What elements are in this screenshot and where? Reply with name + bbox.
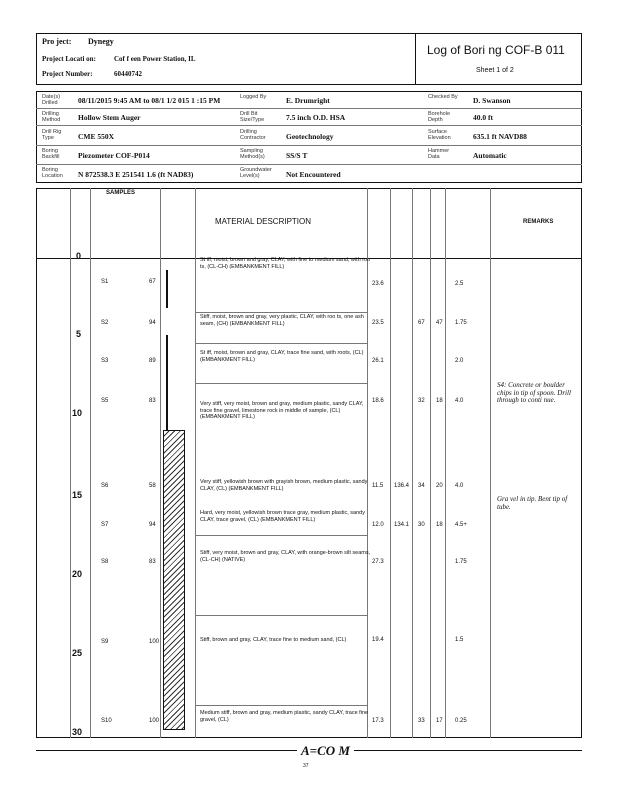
- elevation-label: Surface Elevation: [428, 129, 451, 141]
- method-label: Drilling Method: [42, 111, 61, 123]
- plastic-limit: 20: [436, 483, 443, 489]
- depth-20: 20: [72, 569, 83, 579]
- sample-id: S9: [101, 639, 109, 645]
- sample-recovery: 94: [149, 320, 156, 326]
- depth-30: 30: [72, 727, 83, 737]
- strength-value: 4.0: [455, 483, 464, 489]
- sample-recovery: 58: [149, 483, 156, 489]
- sample-bar: [166, 335, 168, 430]
- liquid-limit: 34: [418, 483, 425, 489]
- depth-5: 5: [76, 329, 82, 339]
- project-number-label: Project Number:: [42, 70, 93, 78]
- rig-label: Drill Rig Type: [42, 129, 62, 141]
- liquid-limit: 33: [418, 718, 425, 724]
- material-description: St iff, moist, brown and gray, CLAY, trace fine sand, with roots, (CL) (EMBANKMENT FILL): [200, 350, 364, 363]
- hammer-label: Hammer Data: [428, 148, 450, 160]
- material-description: Stiff, moist, brown and gray, very plastic, CLAY, with roo ts, one ash seam, (CH) (EMBANKMENT FILL): [200, 314, 364, 327]
- water-content: 12.0: [372, 522, 384, 528]
- method-value: Hollow Stem Auger: [78, 113, 141, 122]
- company-logo: A=CO M: [297, 743, 354, 759]
- contractor-value: Geotechnology: [286, 132, 334, 141]
- strength-value: 1.75: [455, 559, 467, 565]
- depth-15: 15: [72, 490, 83, 500]
- sample-id: S2: [101, 320, 109, 326]
- boring-location-label: Boring Location: [42, 167, 63, 179]
- checked-label: Checked By: [428, 94, 458, 100]
- contractor-label: Drilling Contractor: [240, 129, 266, 141]
- material-description: Hard, very moist, yellowish brown trace gray, medium plastic, sandy CLAY, trace gravel, (CL) (EMBANKMENT FILL): [200, 510, 365, 523]
- page-number: 37: [303, 763, 309, 769]
- backfill-value: Piezometer COF-P014: [78, 151, 150, 160]
- location-label: Project Locati on:: [42, 55, 96, 63]
- water-content: 23.6: [372, 281, 384, 287]
- material-description: Stiff, brown and gray, CLAY, trace fine to medium sand, (CL): [200, 637, 347, 643]
- hammer-value: Automatic: [473, 151, 507, 160]
- depth-25: 25: [72, 648, 83, 658]
- boring-location-value: N 872538.3 E 251541 1.6 (ft NAD83): [78, 170, 194, 179]
- groundwater-value: Not Encountered: [286, 170, 341, 179]
- remark-s7: Gra vel in tip. Bent tip of tube.: [497, 495, 568, 511]
- sample-bar: [166, 270, 168, 308]
- sample-recovery: 67: [149, 279, 156, 285]
- material-description: Very stiff, yellowish brown with grayish brown, medium plastic, sandy CLAY, (CL) (EMBANKMENT FILL): [200, 479, 368, 492]
- material-description: Stiff, very moist, brown and gray, CLAY, with orange-brown silt seams, (CL-CH) (NATIVE): [200, 550, 371, 563]
- strength-value: 4.5+: [455, 522, 467, 528]
- piezometer-screen: [163, 430, 185, 730]
- sample-id: S10: [101, 718, 112, 724]
- liquid-limit: 30: [418, 522, 425, 528]
- bit-label: Drill Bit Size/Type: [240, 111, 265, 123]
- project-number-value: 60440742: [114, 70, 142, 78]
- logged-value: E. Drumright: [286, 96, 330, 105]
- samples-header: SAMPLES: [106, 190, 136, 196]
- liquid-limit: 67: [418, 320, 425, 326]
- project-label: Pro ject:: [42, 37, 72, 46]
- sampling-value: SS/S T: [286, 151, 308, 160]
- project-value: Dynegy: [88, 37, 114, 46]
- strength-value: 2.5: [455, 281, 464, 287]
- strength-value: 1.75: [455, 320, 467, 326]
- sampling-label: Sampling Method(s): [240, 148, 265, 160]
- water-content: 23.5: [372, 320, 384, 326]
- material-description: St iff, moist, brown and gray, CLAY, with fine to medium sand, with roo ts, (CL-CH) (EMBANKMENT FILL): [200, 257, 371, 270]
- depth-value: 40.0 ft: [473, 113, 493, 122]
- sample-id: S7: [101, 522, 109, 528]
- checked-value: D. Swanson: [473, 96, 511, 105]
- liquid-limit: 32: [418, 398, 425, 404]
- date-value: 08/11/2015 9:45 AM to 08/1 1/2 015 1 :15 PM: [78, 96, 221, 105]
- strength-value: 4.0: [455, 398, 464, 404]
- plastic-limit: 18: [436, 522, 443, 528]
- depth-label: Borehole Depth: [428, 111, 451, 123]
- depth-0: 0: [76, 251, 82, 261]
- sample-id: S6: [101, 483, 109, 489]
- strength-value: 2.0: [455, 358, 464, 364]
- sample-id: S1: [101, 279, 109, 285]
- sample-recovery: 83: [149, 559, 156, 565]
- water-content: 17.3: [372, 718, 384, 724]
- remarks-header: REMARKS: [523, 219, 554, 225]
- sample-id: S5: [101, 398, 109, 404]
- sample-recovery: 100: [149, 639, 160, 645]
- log-title: Log of Bori ng COF-B 011: [427, 43, 565, 57]
- groundwater-label: Groundwater Level(s): [240, 167, 272, 179]
- sample-recovery: 100: [149, 718, 160, 724]
- backfill-label: Boring Backfill: [42, 148, 60, 160]
- material-description: Very stiff, very moist, brown and gray, medium plastic, sandy CLAY, trace fine gravel, limestone rock in middle of sample, (CL) (EMBANKMENT FILL): [200, 401, 364, 420]
- logged-label: Logged By: [240, 94, 267, 100]
- material-header: MATERIAL DESCRIPTION: [215, 217, 312, 226]
- water-content: 27.3: [372, 559, 384, 565]
- sample-id: S8: [101, 559, 109, 565]
- dry-density: 136.4: [394, 483, 410, 489]
- log-table: [36, 188, 582, 738]
- rig-value: CME 550X: [78, 132, 115, 141]
- water-content: 11.5: [372, 483, 384, 489]
- remark-s4: S4: Concrete or boulder chips in tip of spoon. Drill through to conti nue.: [497, 381, 571, 404]
- plastic-limit: 47: [436, 320, 443, 326]
- strength-value: 1.5: [455, 637, 464, 643]
- material-description: Medium stiff, brown and gray, medium plastic, sandy CLAY, trace fine gravel, (CL): [200, 710, 369, 723]
- sheet-number: Sheet 1 of 2: [476, 67, 514, 74]
- sample-recovery: 94: [149, 522, 156, 528]
- water-content: 19.4: [372, 637, 384, 643]
- location-value: Cof f een Power Station, IL: [114, 55, 196, 63]
- sample-recovery: 89: [149, 358, 156, 364]
- plastic-limit: 18: [436, 398, 443, 404]
- strength-value: 0.25: [455, 718, 467, 724]
- sample-id: S3: [101, 358, 109, 364]
- dry-density: 134.1: [394, 522, 410, 528]
- depth-10: 10: [72, 408, 83, 418]
- elevation-value: 635.1 ft NAVD88: [473, 132, 527, 141]
- water-content: 18.6: [372, 398, 384, 404]
- water-content: 26.1: [372, 358, 384, 364]
- sample-recovery: 83: [149, 398, 156, 404]
- date-label: Date(s) Drilled: [42, 94, 61, 106]
- plastic-limit: 17: [436, 718, 443, 724]
- bit-value: 7.5 inch O.D. HSA: [286, 113, 346, 122]
